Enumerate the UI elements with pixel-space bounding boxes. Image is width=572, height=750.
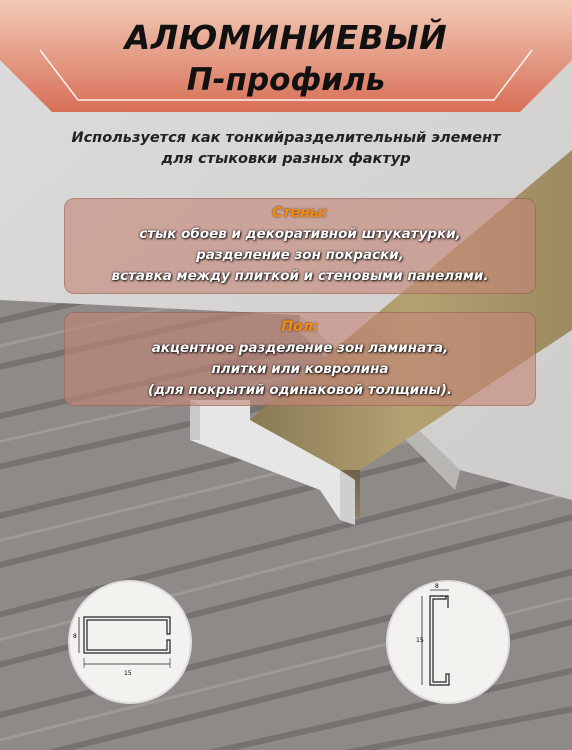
subtitle: [20, 128, 552, 170]
profile-drawing-horizontal: [70, 582, 190, 702]
cross-section-diagram-vertical: [386, 580, 510, 704]
floor-heading: Пол:: [281, 319, 319, 335]
walls-line: стык обоев и декоративной штукатурки,: [139, 226, 461, 242]
subtitle-line-2: для стыковки разных фактур: [161, 151, 411, 167]
floor-info-box: [64, 312, 536, 406]
cross-section-diagram-horizontal: [68, 580, 192, 704]
diagram-width-label: 15: [124, 670, 132, 677]
diagram-height-label: 15: [416, 637, 424, 644]
floor-line: плитки или ковролина: [211, 361, 389, 377]
title-line-1: АЛЮМИНИЕВЫЙ: [124, 18, 448, 57]
floor-line: акцентное разделение зон ламината,: [151, 340, 449, 356]
floor-line: (для покрытий одинаковой толщины).: [147, 382, 453, 398]
profile-drawing-vertical: [388, 582, 508, 702]
diagram-top-label: 8: [435, 583, 439, 590]
walls-heading: Стены:: [272, 205, 328, 221]
diagram-height-label: 8: [73, 633, 77, 640]
walls-line: разделение зон покраски,: [196, 247, 404, 263]
title-line-2: П-профиль: [186, 62, 386, 98]
walls-info-box: [64, 198, 536, 294]
subtitle-line-1: Используется как тонкийразделительный элемент: [71, 130, 501, 146]
walls-line: вставка между плиткой и стеновыми панелями.: [111, 268, 489, 284]
